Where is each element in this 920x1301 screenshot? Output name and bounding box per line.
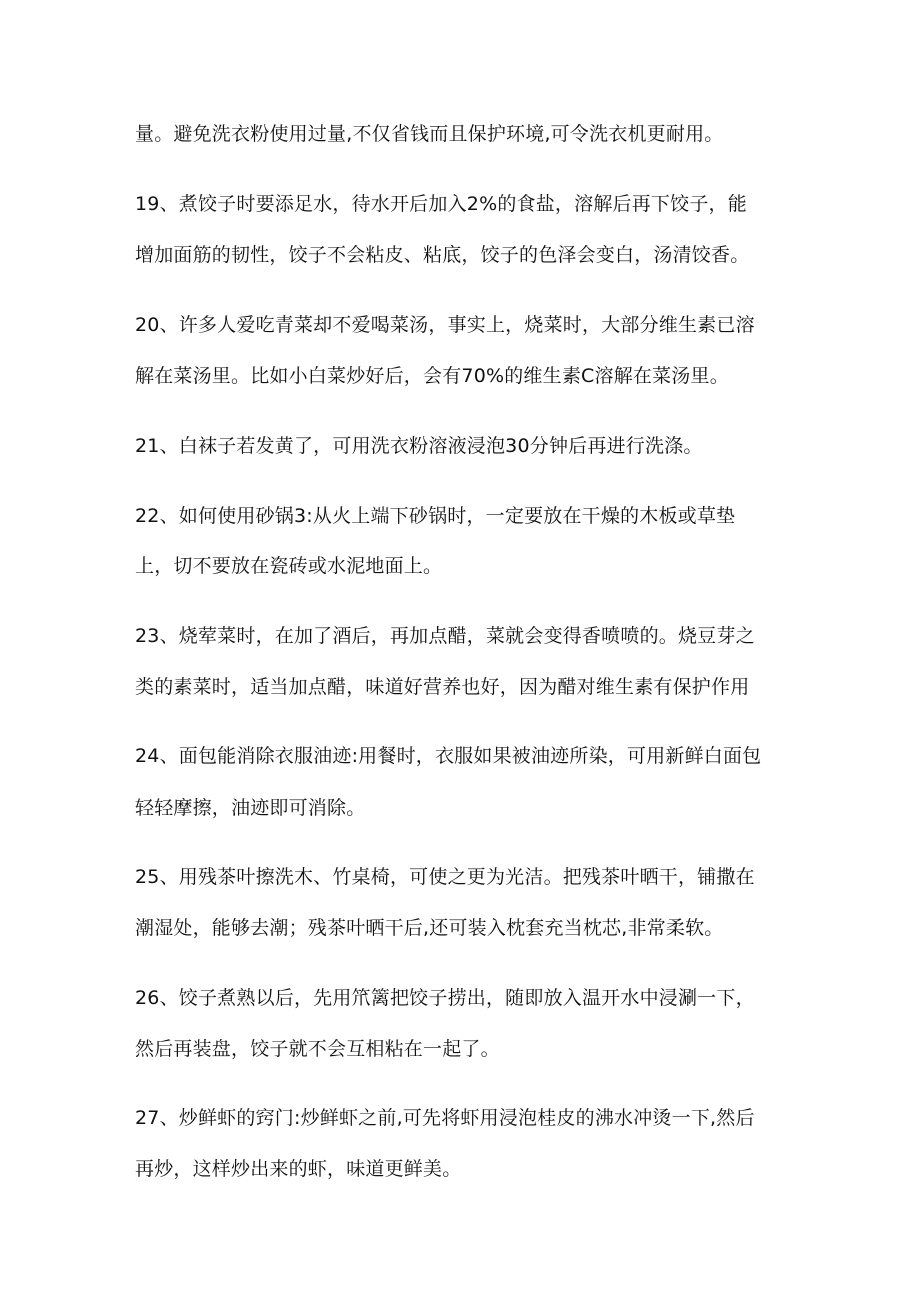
text-line: 增加面筋的韧性，饺子不会粘皮、粘底，饺子的色泽会变白，汤清饺香。 bbox=[135, 244, 750, 266]
text-line: 24、面包能消除衣服油迹:用餐时，衣服如果被油迹所染，可用新鲜白面包 bbox=[135, 745, 762, 767]
text-line: 再炒，这样炒出来的虾，味道更鲜美。 bbox=[135, 1158, 462, 1180]
text-line: 上，切不要放在瓷砖或水泥地面上。 bbox=[135, 555, 443, 577]
text-line: 23、烧荤菜时，在加了酒后，再加点醋，菜就会变得香喷喷的。烧豆芽之 bbox=[135, 625, 755, 647]
text-line: 然后再装盘，饺子就不会互相粘在一起了。 bbox=[135, 1038, 500, 1060]
text-line: 解在菜汤里。比如小白菜炒好后，会有70%的维生素C溶解在菜汤里。 bbox=[135, 365, 729, 387]
text-line: 27、炒鲜虾的窍门:炒鲜虾之前,可先将虾用浸泡桂皮的沸水冲烫一下,然后 bbox=[135, 1107, 755, 1129]
text-line: 潮湿处，能够去潮；残茶叶晒干后,还可装入枕套充当枕芯,非常柔软。 bbox=[135, 917, 724, 939]
text-line: 26、饺子煮熟以后，先用笊篱把饺子捞出，随即放入温开水中浸涮一下， bbox=[135, 987, 755, 1009]
text-line: 20、许多人爱吃青菜却不爱喝菜汤，事实上，烧菜时，大部分维生素已溶 bbox=[135, 314, 755, 336]
text-line: 19、煮饺子时要添足水，待水开后加入2%的食盐，溶解后再下饺子，能 bbox=[135, 193, 747, 215]
text-line: 25、用残茶叶擦洗木、竹桌椅，可使之更为光洁。把残茶叶晒干，铺撒在 bbox=[135, 866, 755, 888]
text-line: 量。避免洗衣粉使用过量,不仅省钱而且保护环境,可令洗衣机更耐用。 bbox=[135, 123, 724, 145]
text-line: 轻轻摩擦，油迹即可消除。 bbox=[135, 797, 366, 819]
text-line: 22、如何使用砂锅3:从火上端下砂锅时，一定要放在干燥的木板或草垫 bbox=[135, 505, 736, 527]
text-line: 类的素菜时，适当加点醋，味道好营养也好，因为醋对维生素有保护作用 bbox=[135, 676, 750, 698]
text-line: 21、白袜子若发黄了，可用洗衣粉溶液浸泡30分钟后再进行洗涤。 bbox=[135, 435, 703, 457]
